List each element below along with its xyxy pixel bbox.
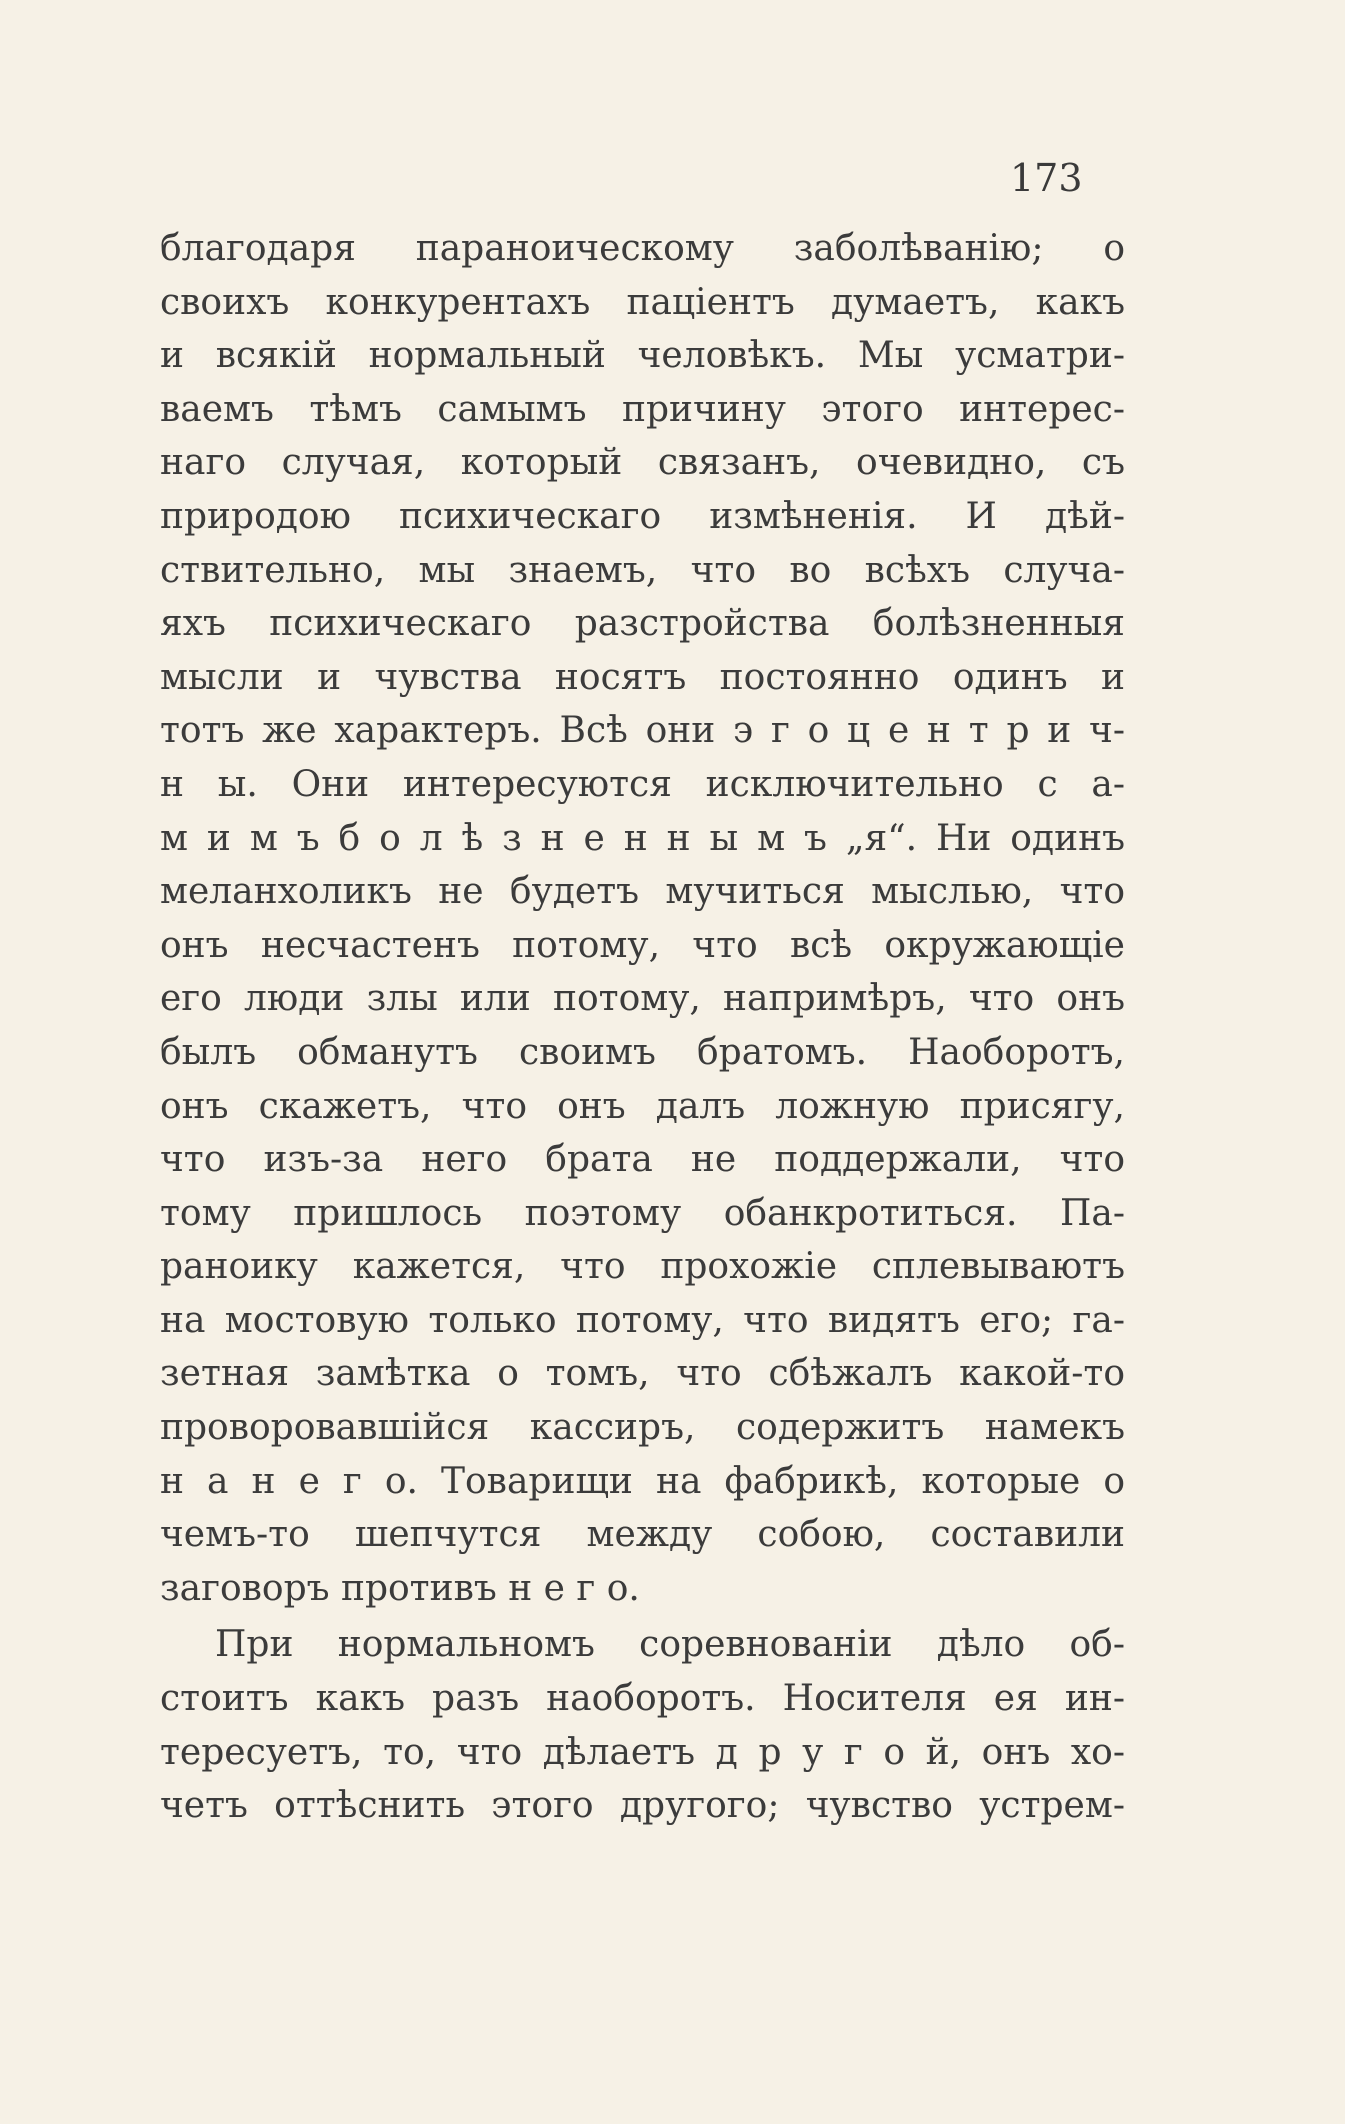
text-line: При нормальномъ соревнованіи дѣло об- bbox=[215, 1624, 1125, 1666]
text-line: благодаря параноическому заболѣванію; о bbox=[160, 228, 1125, 269]
text-line: что изъ-за него брата не поддержали, что bbox=[160, 1139, 1125, 1181]
body-text bbox=[160, 222, 1125, 1833]
text-line: н а н е г о. Товарищи на фабрикѣ, которые о bbox=[160, 1460, 1125, 1502]
text-line: былъ обманутъ своимъ братомъ. Наоборотъ, bbox=[160, 1031, 1125, 1073]
text-line: меланхоликъ не будетъ мучиться мыслью, что bbox=[160, 871, 1125, 913]
text-line: его люди злы или потому, напримѣръ, что онъ bbox=[160, 978, 1125, 1020]
text-line: на мостовую только потому, что видятъ его; га- bbox=[160, 1299, 1125, 1341]
text-line: проворовавшійся кассиръ, содержитъ намекъ bbox=[160, 1407, 1125, 1449]
text-line: четъ оттѣснить этого другого; чувство устрем- bbox=[160, 1785, 1125, 1827]
text-line: тересуетъ, то, что дѣлаетъ д р у г о й, онъ хо- bbox=[160, 1731, 1125, 1773]
text-line: мысли и чувства носятъ постоянно одинъ и bbox=[160, 656, 1125, 698]
text-line: ствительно, мы знаемъ, что во всѣхъ случа- bbox=[160, 549, 1125, 591]
text-line: стоитъ какъ разъ наоборотъ. Носителя ея ин- bbox=[160, 1678, 1125, 1720]
text-line: и всякій нормальный человѣкъ. Мы усматри- bbox=[160, 335, 1125, 377]
text-line: н ы. Они интересуются исключительно с а- bbox=[160, 763, 1125, 805]
text-line: ваемъ тѣмъ самымъ причину этого интерес- bbox=[160, 388, 1125, 430]
paragraph-2 bbox=[160, 1618, 1125, 1832]
text-line: наго случая, который связанъ, очевидно, съ bbox=[160, 442, 1125, 484]
text-line: яхъ психическаго разстройства болѣзненныя bbox=[160, 603, 1125, 645]
text-line: м и м ъ б о л ѣ з н е н н ы м ъ „я“. Ни одинъ bbox=[160, 817, 1125, 859]
text-line: онъ скажетъ, что онъ далъ ложную присягу, bbox=[160, 1085, 1125, 1127]
text-line: тотъ же характеръ. Всѣ они э г о ц е н т р и ч- bbox=[160, 710, 1125, 752]
text-line: тому пришлось поэтому обанкротиться. Па- bbox=[160, 1192, 1125, 1234]
text-line: своихъ конкурентахъ паціентъ думаетъ, какъ bbox=[160, 281, 1125, 323]
page-number: 173 bbox=[1010, 156, 1083, 200]
text-line: зетная замѣтка о томъ, что сбѣжалъ какой-то bbox=[160, 1353, 1125, 1395]
text-line: раноику кажется, что прохожіе сплевываютъ bbox=[160, 1246, 1125, 1288]
text-line: природою психическаго измѣненія. И дѣй- bbox=[160, 495, 1125, 537]
text-line: чемъ-то шепчутся между собою, составили bbox=[160, 1514, 1125, 1556]
text-line: онъ несчастенъ потому, что всѣ окружающіе bbox=[160, 924, 1125, 966]
paragraph-1 bbox=[160, 222, 1125, 1615]
text-line: заговоръ противъ н е г о. bbox=[160, 1567, 640, 1609]
